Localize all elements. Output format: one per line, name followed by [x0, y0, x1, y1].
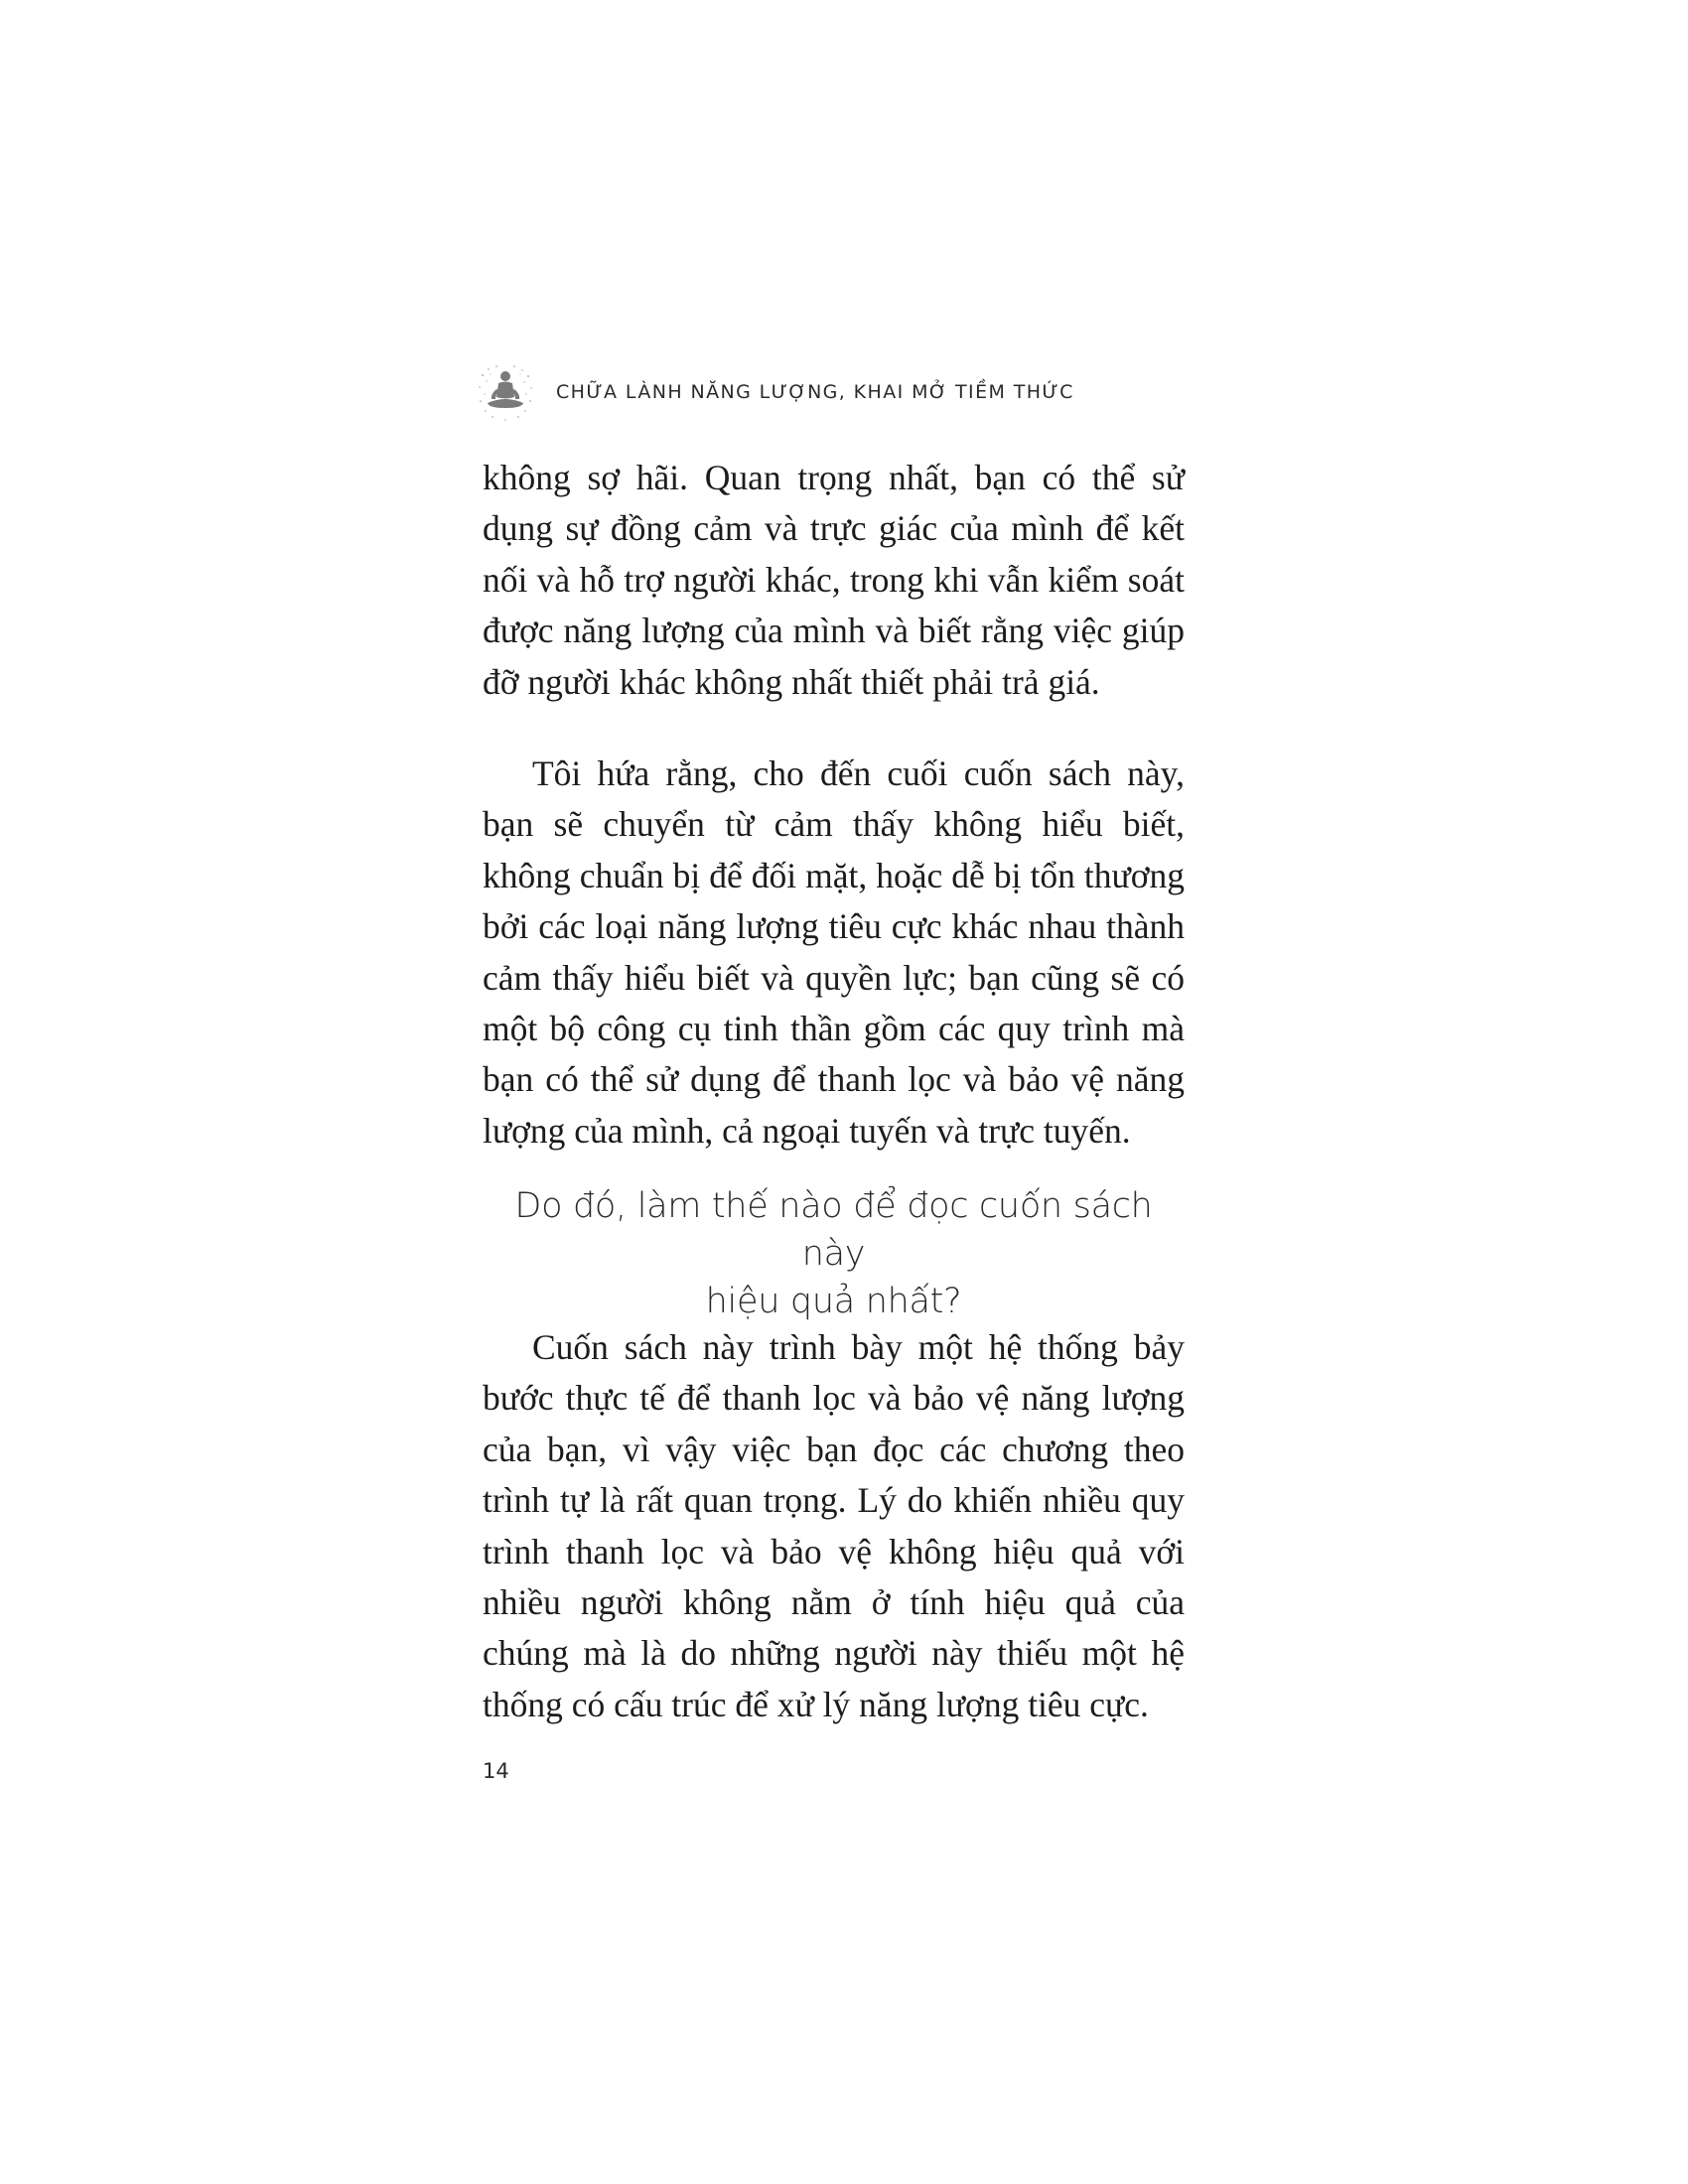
- meditation-figure-icon: [475, 361, 536, 423]
- section-heading-line: hiệu quả nhất?: [705, 1282, 962, 1321]
- page-number: 14: [483, 1759, 509, 1783]
- body-paragraph: Tôi hứa rằng, cho đến cuối cuốn sách này, bạn sẽ chuyển từ cảm thấy không hiểu biết, không chuẩn bị để đối mặt, hoặc dễ bị tổn thương bởi các loại năng lượng tiêu cực khác nhau thành cảm thấy hiểu biết và quyền lực; bạn cũng sẽ có một bộ công cụ tinh thần gồm các quy trình mà bạn có thể sử dụng để thanh lọc và bảo vệ năng lượng của mình, cả ngoại tuyến và trực tuyến.: [483, 753, 1185, 1151]
- body-paragraph: Cuốn sách này trình bày một hệ thống bảy bước thực tế để thanh lọc và bảo vệ năng lượng của bạn, vì vậy việc bạn đọc các chương theo trình tự là rất quan trọng. Lý do khiến nhiều quy trình thanh lọc và bảo vệ không hiệu quả với nhiều người không nằm ở tính hiệu quả của chúng mà là do những người này thiếu một hệ thống có cấu trúc để xử lý năng lượng tiêu cực.: [483, 1327, 1185, 1724]
- section-heading-line: Do đó, làm thế nào để đọc cuốn sách này: [514, 1186, 1153, 1274]
- body-paragraph: không sợ hãi. Quan trọng nhất, bạn có thể sử dụng sự đồng cảm và trực giác của mình để kết nối và hỗ trợ người khác, trong khi vẫn kiểm soát được năng lượng của mình và biết rằng việc giúp đỡ người khác không nhất thiết phải trả giá.: [483, 458, 1185, 702]
- running-header: [475, 359, 1074, 425]
- running-header-title: CHỮA LÀNH NĂNG LƯỢNG, KHAI MỞ TIỀM THỨC: [556, 380, 1074, 403]
- section-heading: [483, 1182, 1185, 1325]
